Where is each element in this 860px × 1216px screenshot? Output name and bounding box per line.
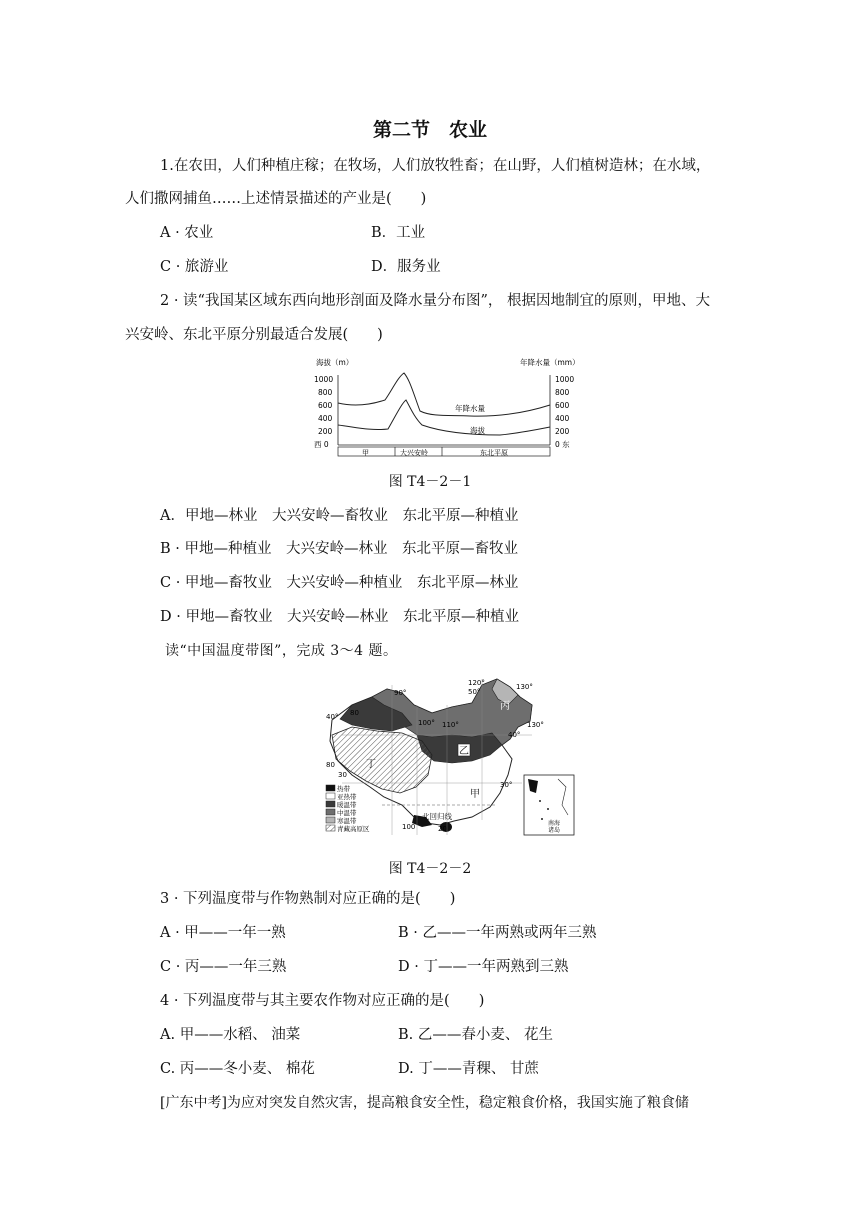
left-tick-600: 600 bbox=[318, 401, 333, 410]
right-axis-label: 年降水量（mm） bbox=[520, 358, 580, 367]
q4-option-b: B. 乙——春小麦、 花生 bbox=[398, 1027, 553, 1043]
east-label: 0 东 bbox=[555, 440, 570, 449]
q2-option-a: A．甲地—林业 大兴安岭—畜牧业 东北平原—种植业 bbox=[160, 508, 519, 524]
inset-label-2: 诸岛 bbox=[548, 827, 561, 834]
zone-label-bing: 丙 bbox=[500, 701, 510, 712]
q4-option-c: C. 丙——冬小麦、 棉花 bbox=[160, 1061, 315, 1077]
lat-label-20: 20 bbox=[438, 825, 447, 833]
legend-cold-temperate: 寒温带 bbox=[337, 817, 357, 825]
q1-option-c: C · 旅游业 bbox=[160, 259, 229, 275]
region-daxinganling: 大兴安岭 bbox=[400, 449, 428, 457]
zone-label-jia: 甲 bbox=[470, 789, 480, 800]
precipitation-curve bbox=[338, 373, 550, 416]
q2-option-c: C · 甲地—畜牧业 大兴安岭—种植业 东北平原—林业 bbox=[160, 575, 519, 591]
page-title: 第二节 农业 bbox=[372, 119, 487, 141]
left-tick-800: 800 bbox=[318, 388, 333, 397]
right-tick-600: 600 bbox=[555, 401, 570, 410]
lon-label-100: 100° bbox=[418, 719, 435, 727]
left-tick-200: 200 bbox=[318, 427, 333, 436]
tropic-of-cancer-label: 北回归线 bbox=[422, 812, 452, 821]
q1-option-b: B．工业 bbox=[371, 225, 426, 241]
legend-plateau: 青藏高原区 bbox=[337, 825, 370, 833]
map-legend bbox=[326, 784, 370, 833]
lat-label-30-right: 30° bbox=[500, 781, 513, 789]
q2-option-d: D · 甲地—畜牧业 大兴安岭—林业 东北平原—种植业 bbox=[160, 609, 519, 625]
legend-warm-temperate: 暖温带 bbox=[337, 801, 357, 809]
inset-label: 南海 bbox=[548, 820, 561, 827]
temperature-zone-map bbox=[322, 675, 578, 840]
legend-mid-temperate: 中温带 bbox=[337, 809, 357, 817]
figure2-caption: 图 T4－2－2 bbox=[388, 861, 472, 877]
figure1-caption: 图 T4－2－1 bbox=[388, 474, 472, 490]
precipitation-curve-label: 年降水量 bbox=[455, 404, 485, 413]
lat-label-30-left: 30 bbox=[338, 771, 347, 779]
q4-option-a: A. 甲——水稻、 油菜 bbox=[160, 1027, 301, 1043]
q1-option-a: A · 农业 bbox=[160, 225, 214, 241]
q2-stem-line1: 2 · 读“我国某区域东西向地形剖面及降水量分布图”， 根据因地制宜的原则，甲地、大 bbox=[160, 293, 710, 309]
south-china-sea-inset bbox=[524, 775, 574, 835]
lon-label-90: 90° bbox=[394, 689, 407, 697]
zone-label-yi: 乙 bbox=[459, 746, 469, 757]
legend-subtropical: 亚热带 bbox=[337, 793, 357, 801]
q1-option-d: D．服务业 bbox=[371, 259, 441, 275]
q1-stem-line1: 1.在农田，人们种植庄稼；在牧场，人们放牧牲畜；在山野，人们植树造林；在水域， bbox=[160, 158, 711, 174]
lon-label-80-top: 80 bbox=[350, 709, 359, 717]
lon-label-120: 120° bbox=[468, 679, 485, 687]
q3-option-b: B · 乙——一年两熟或两年三熟 bbox=[398, 925, 597, 941]
q1-stem-line2: 人们撒网捕鱼……上述情景描述的产业是( ) bbox=[125, 191, 427, 207]
q4-option-d: D. 丁——青稞、 甘蔗 bbox=[398, 1061, 539, 1077]
elevation-curve-label: 海拔 bbox=[470, 426, 485, 435]
elevation-curve bbox=[338, 400, 550, 435]
right-tick-800: 800 bbox=[555, 388, 570, 397]
q3-option-d: D · 丁——一年两熟到三熟 bbox=[398, 959, 569, 975]
west-label: 西 0 bbox=[314, 440, 329, 449]
q3-option-c: C · 丙——一年三熟 bbox=[160, 959, 287, 975]
q2-stem-line2: 兴安岭、东北平原分别最适合发展( ) bbox=[125, 327, 383, 343]
region-dongbei-plain: 东北平原 bbox=[480, 449, 508, 457]
q3-stem: 3 · 下列温度带与作物熟制对应正确的是( ) bbox=[160, 891, 456, 907]
lat-label-40-left: 40° bbox=[326, 713, 339, 721]
q34-intro: 读“中国温度带图”，完成 3～4 题。 bbox=[165, 643, 398, 659]
left-axis-label: 海拔（m） bbox=[316, 358, 354, 367]
lon-label-130-top: 130° bbox=[516, 683, 533, 691]
right-tick-200: 200 bbox=[555, 427, 570, 436]
legend-tropical: 热带 bbox=[337, 785, 350, 793]
q2-option-b: B · 甲地—种植业 大兴安岭—林业 东北平原—畜牧业 bbox=[160, 541, 518, 557]
lat-label-50: 50° bbox=[468, 688, 481, 696]
q3-option-a: A · 甲——一年一熟 bbox=[160, 925, 286, 941]
region-jia: 甲 bbox=[362, 449, 369, 457]
terrain-profile-figure bbox=[310, 355, 582, 459]
right-tick-400: 400 bbox=[555, 414, 570, 423]
right-tick-1000: 1000 bbox=[555, 375, 575, 384]
q4-stem: 4 · 下列温度带与其主要农作物对应正确的是( ) bbox=[160, 993, 485, 1009]
lon-label-110: 110° bbox=[442, 721, 459, 729]
lat-label-40-right: 40° bbox=[508, 731, 521, 739]
zone-label-ding: 丁 bbox=[366, 759, 376, 770]
left-tick-400: 400 bbox=[318, 414, 333, 423]
lon-label-130-right: 130° bbox=[527, 721, 544, 729]
q5-stem: [广东中考]为应对突发自然灾害，提高粮食安全性，稳定粮食价格，我国实施了粮食储 bbox=[160, 1095, 689, 1111]
lon-label-80-left: 80 bbox=[326, 761, 335, 769]
left-tick-1000: 1000 bbox=[314, 375, 334, 384]
lon-label-100-bottom: 100 bbox=[402, 823, 416, 831]
